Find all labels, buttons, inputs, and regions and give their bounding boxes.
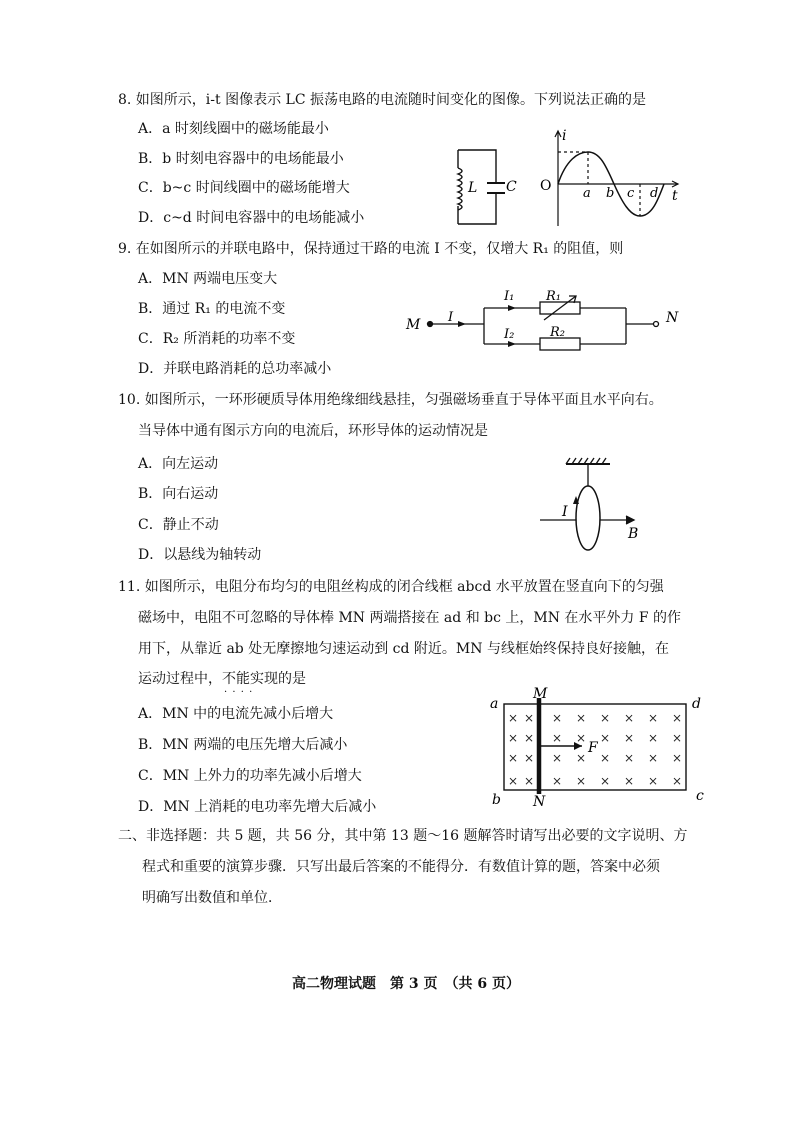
q11-stem-line4-pre: 运动过程中， — [138, 671, 222, 687]
field-cross-mark: × — [524, 711, 535, 725]
current-i2-label: I₂ — [504, 327, 515, 342]
field-cross-mark: × — [524, 751, 535, 765]
q11-option-d: D．MN 上消耗的电功率先增大后减小 — [138, 799, 377, 815]
resistor-r1-label: R₁ — [546, 289, 561, 304]
q11-option-b: B．MN 两端的电压先增大后减小 — [138, 737, 348, 753]
field-cross-mark: × — [524, 731, 535, 745]
q11-stem-line1: 11. 如图所示，电阻分布均匀的电阻丝构成的闭合线框 abcd 水平放置在竖直向下的匀强 — [118, 579, 664, 595]
q8-option-a: A．a 时刻线圈中的磁场能最小 — [138, 121, 329, 137]
field-cross-mark: × — [624, 751, 635, 765]
field-cross-mark: × — [600, 711, 611, 725]
field-cross-mark: × — [576, 751, 587, 765]
q9-option-b: B．通过 R₁ 的电流不变 — [138, 301, 286, 317]
q10-stem-line1: 10. 如图所示，一环形硬质导体用绝缘细线悬挂，匀强磁场垂直于导体平面且水平向右。 — [118, 392, 663, 408]
page-footer: 高二物理试题 第 3 页 （共 6 页） — [292, 976, 520, 992]
current-i1-label: I₁ — [504, 289, 515, 304]
q11-wire-frame-figure — [488, 686, 708, 810]
q10-stem-line2: 当导体中通有图示方向的电流后，环形导体的运动情况是 — [138, 423, 488, 439]
q11-stem-line2: 磁场中，电阻不可忽略的导体棒 MN 两端搭接在 ad 和 bc 上，MN 在水平外力 F 的作 — [138, 610, 682, 626]
field-cross-mark: × — [624, 731, 635, 745]
section2-line3: 明确写出数值和单位． — [142, 890, 282, 906]
corner-b-label: b — [492, 792, 501, 808]
q9-option-c: C．R₂ 所消耗的功率不变 — [138, 331, 296, 347]
q9-parallel-circuit-figure — [404, 286, 694, 352]
force-f-label: F — [588, 740, 598, 756]
capacitor-label: C — [506, 179, 517, 195]
field-cross-mark: × — [600, 774, 611, 788]
field-cross-mark: × — [552, 774, 563, 788]
node-m-label: M — [406, 317, 421, 333]
q11-option-a: A．MN 中的电流先减小后增大 — [138, 706, 334, 722]
q11-stem-line4-post: 的是 — [278, 671, 306, 687]
field-cross-mark: × — [552, 731, 563, 745]
ring-current-label: I — [562, 504, 568, 520]
q10-option-b: B．向右运动 — [138, 486, 219, 502]
q8-stem: 8. 如图所示，i-t 图像表示 LC 振荡电路的电流随时间变化的图像。下列说法正确的是 — [118, 92, 646, 108]
rod-end-n-label: N — [533, 794, 546, 810]
field-cross-mark: × — [552, 751, 563, 765]
field-cross-mark: × — [624, 774, 635, 788]
corner-c-label: c — [696, 788, 704, 804]
q10-option-d: D．以悬线为轴转动 — [138, 547, 262, 563]
field-cross-mark: × — [576, 731, 587, 745]
q9-option-a: A．MN 两端电压变大 — [138, 271, 278, 287]
q9-option-d: D．并联电路消耗的总功率减小 — [138, 361, 332, 377]
field-cross-mark: × — [576, 711, 587, 725]
node-n-label: N — [666, 310, 679, 326]
field-cross-mark: × — [672, 731, 683, 745]
field-cross-mark: × — [524, 774, 535, 788]
q10-option-a: A．向左运动 — [138, 456, 219, 472]
field-cross-mark: × — [672, 774, 683, 788]
field-cross-mark: × — [552, 711, 563, 725]
field-cross-mark: × — [600, 731, 611, 745]
q11-stem-line4 — [138, 670, 306, 688]
q10-ring-conductor-figure — [532, 456, 652, 556]
current-i-label: I — [448, 310, 454, 325]
section2-line2: 程式和重要的演算步骤．只写出最后答案的不能得分．有数值计算的题，答案中必须 — [142, 859, 660, 875]
q8-lc-circuit-figure — [444, 146, 524, 228]
field-cross-mark: × — [672, 751, 683, 765]
corner-d-label: d — [692, 696, 701, 712]
point-b-label: b — [606, 186, 615, 201]
field-cross-mark: × — [672, 711, 683, 725]
field-cross-mark: × — [508, 731, 519, 745]
field-cross-mark: × — [508, 711, 519, 725]
rod-end-m-label: M — [533, 686, 548, 702]
corner-a-label: a — [490, 696, 499, 712]
q8-option-b: B．b 时刻电容器中的电场能最小 — [138, 151, 344, 167]
q11-emphasis-text: 不能实现 · · · · — [222, 670, 278, 688]
q9-stem: 9. 在如图所示的并联电路中，保持通过干路的电流 I 不变，仅增大 R₁ 的阻值，则 — [118, 241, 624, 257]
field-cross-mark: × — [648, 751, 659, 765]
field-cross-mark: × — [508, 751, 519, 765]
q11-stem-line3: 用下，从靠近 ab 处无摩擦地匀速运动到 cd 附近。MN 与线框始终保持良好接触，在 — [138, 641, 669, 657]
resistor-r2-label: R₂ — [550, 325, 565, 340]
point-d-label: d — [650, 186, 659, 201]
point-a-label: a — [583, 186, 591, 201]
inductor-label: L — [468, 180, 478, 196]
field-cross-mark: × — [600, 751, 611, 765]
i-axis-label: i — [562, 128, 567, 144]
field-cross-mark: × — [648, 774, 659, 788]
field-cross-mark: × — [648, 731, 659, 745]
field-cross-mark: × — [648, 711, 659, 725]
q8-option-c: C．b~c 时间线圈中的磁场能增大 — [138, 180, 350, 196]
field-cross-mark: × — [576, 774, 587, 788]
section2-line1: 二、非选择题：共 5 题，共 56 分，其中第 13 题～16 题解答时请写出必要的文字说明、方 — [118, 828, 688, 844]
field-cross-mark: × — [508, 774, 519, 788]
point-c-label: c — [627, 186, 635, 201]
q8-option-d: D．c~d 时间电容器中的电场能减小 — [138, 210, 365, 226]
field-cross-mark: × — [624, 711, 635, 725]
field-b-label: B — [628, 526, 639, 542]
q8-i-t-graph — [538, 128, 684, 228]
t-axis-label: t — [672, 188, 678, 204]
q11-option-c: C．MN 上外力的功率先减小后增大 — [138, 768, 362, 784]
q10-option-c: C．静止不动 — [138, 517, 219, 533]
origin-label: O — [540, 178, 552, 194]
